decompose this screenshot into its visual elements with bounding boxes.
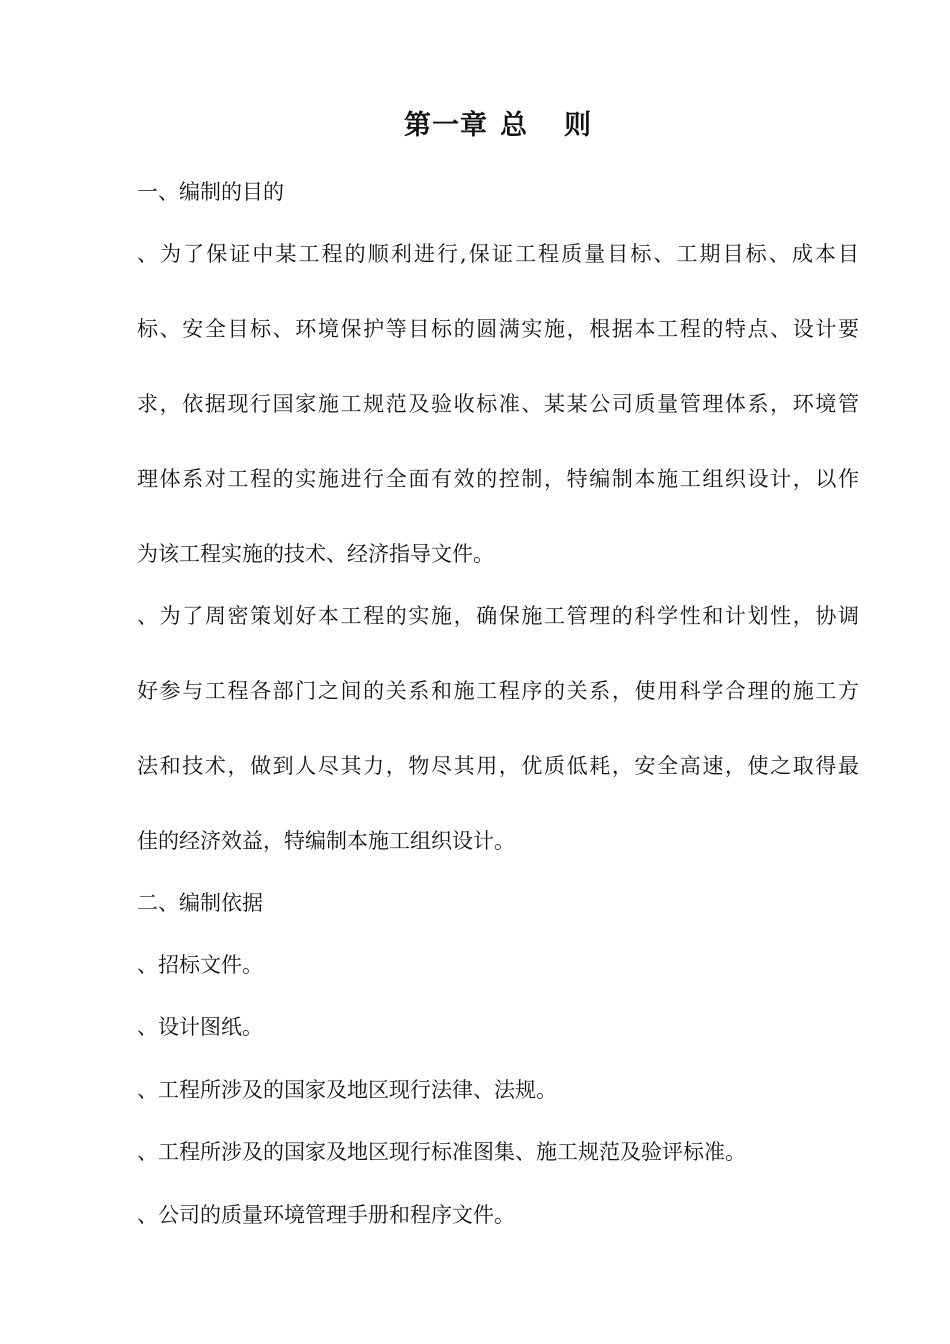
chapter-title	[0, 104, 950, 148]
list-item: 、招标文件。	[137, 953, 263, 977]
section-heading-basis: 二、编制依据	[137, 891, 263, 915]
paragraph-line: 、为了周密策划好本工程的实施，确保施工管理的科学性和计划性，协调	[137, 604, 859, 628]
list-item: 、工程所涉及的国家及地区现行标准图集、施工规范及验评标准。	[137, 1140, 746, 1164]
list-item: 、设计图纸。	[137, 1015, 263, 1039]
paragraph-line: 理体系对工程的实施进行全面有效的控制，特编制本施工组织设计，以作	[137, 467, 859, 491]
chapter-title-char-2: 则	[564, 110, 592, 141]
list-item: 、公司的质量环境管理手册和程序文件。	[137, 1203, 515, 1227]
paragraph-line: 佳的经济效益，特编制本施工组织设计。	[137, 829, 515, 853]
paragraph-line: 标、安全目标、环境保护等目标的圆满实施，根据本工程的特点、设计要	[137, 317, 859, 341]
chapter-number: 第一章	[404, 110, 488, 141]
paragraph-line: 法和技术，做到人尽其力，物尽其用，优质低耗，安全高速，使之取得最	[137, 754, 859, 778]
chapter-title-char-1: 总	[500, 110, 528, 141]
paragraph-line: 求，依据现行国家施工规范及验收标准、某某公司质量管理体系，环境管	[137, 392, 859, 416]
section-heading-purpose: 一、编制的目的	[137, 180, 284, 204]
list-item: 、工程所涉及的国家及地区现行法律、法规。	[137, 1078, 557, 1102]
paragraph-line: 好参与工程各部门之间的关系和施工程序的关系，使用科学合理的施工方	[137, 679, 859, 703]
paragraph-line: 为该工程实施的技术、经济指导文件。	[137, 542, 494, 566]
paragraph-line: 、为了保证中某工程的顺利进行,保证工程质量目标、工期目标、成本目	[137, 242, 859, 266]
